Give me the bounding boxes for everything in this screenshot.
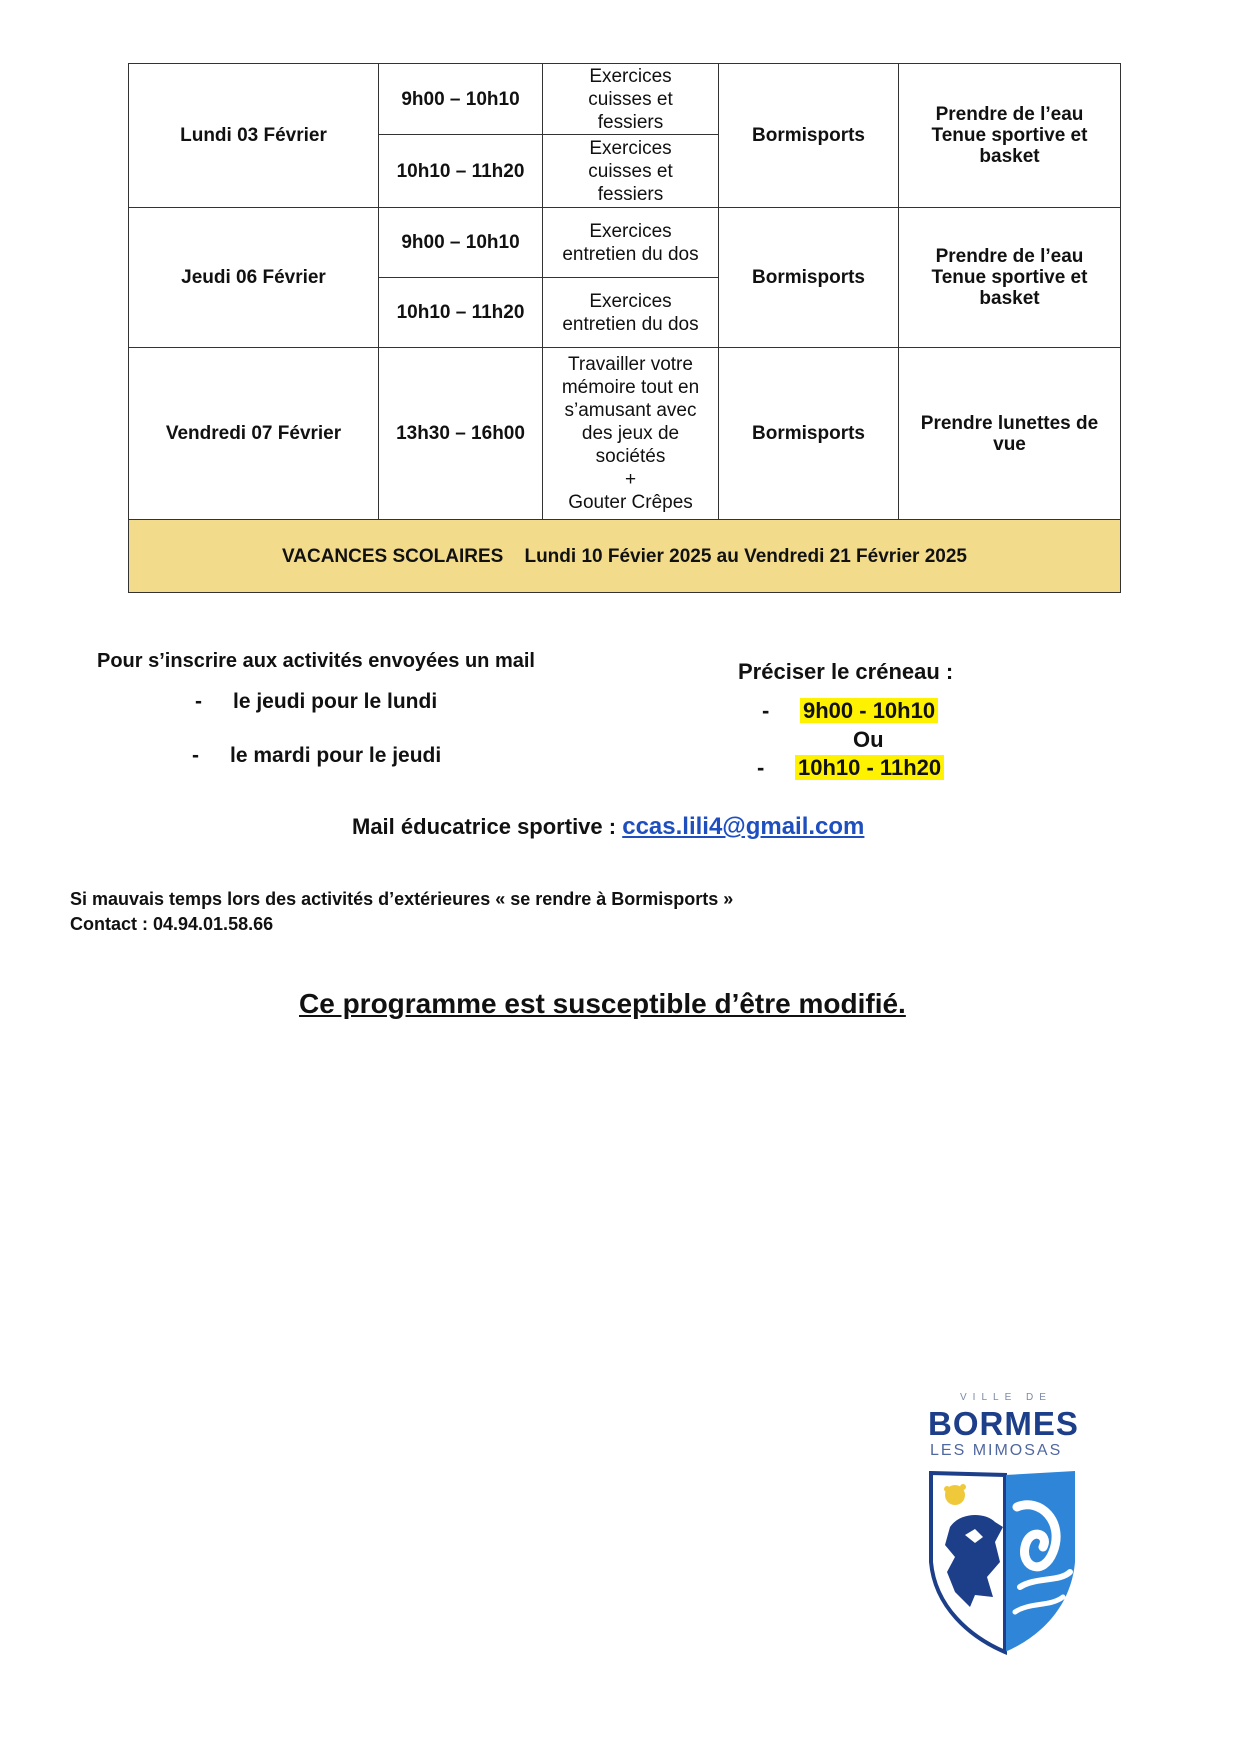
activity-line: Exercices [589, 137, 672, 159]
logo-main-text: BORMES [928, 1405, 1079, 1442]
vacation-cell [129, 520, 1121, 593]
place-cell: Bormisports [719, 64, 899, 208]
activity-line: s’amusant avec [564, 400, 697, 421]
note-line: Prendre lunettes de [920, 412, 1099, 434]
vacation-dates: Lundi 10 Févier 2025 au Vendredi 21 Février 2025 [524, 545, 967, 567]
activity-cell [543, 64, 719, 135]
activity-line: fessiers [597, 183, 664, 205]
activity-line: entretien du dos [562, 243, 699, 265]
weather-note: Si mauvais temps lors des activités d’extérieures « se rendre à Bormisports » [70, 889, 734, 909]
activity-line: entretien du dos [562, 313, 699, 335]
place-cell: Bormisports [719, 208, 899, 348]
town-logo [925, 1392, 1095, 1662]
bullet-dash: - [762, 698, 770, 723]
registration-title: Pour s’inscrire aux activités envoyées un mail [97, 650, 535, 672]
activity-cell [543, 135, 719, 208]
slot-option-text: 10h10 - 11h20 [795, 755, 944, 780]
bullet-dash: - [195, 690, 202, 713]
activity-line: cuisses et [588, 160, 673, 182]
activity-line: Gouter Crêpes [568, 492, 693, 513]
activity-line: Exercices [589, 65, 672, 87]
activity-line: + [624, 469, 637, 490]
crest-icon [925, 1467, 1085, 1657]
logo-sub-text: LES MIMOSAS [930, 1442, 1063, 1459]
slot-choice-title: Préciser le créneau : [738, 659, 954, 684]
table-row [129, 64, 1121, 135]
time-cell: 9h00 – 10h10 [379, 208, 543, 278]
contact-phone: Contact : 04.94.01.58.66 [70, 914, 274, 934]
time-cell: 10h10 – 11h20 [379, 135, 543, 208]
note-cell [899, 64, 1121, 208]
logo-small-text: VILLE DE [960, 1392, 1052, 1403]
table-row [129, 348, 1121, 520]
note-line: Prendre de l’eau [935, 104, 1084, 125]
email-link[interactable]: ccas.lili4@gmail.com [622, 813, 865, 840]
activity-line: Exercices [589, 290, 672, 312]
day-cell: Jeudi 06 Février [129, 208, 379, 348]
note-line: basket [979, 288, 1040, 309]
note-line: vue [993, 433, 1026, 455]
activity-line: Travailler votre [568, 354, 693, 375]
schedule-table [128, 63, 1121, 593]
time-cell: 9h00 – 10h10 [379, 64, 543, 135]
registration-item [192, 744, 441, 768]
note-cell [899, 208, 1121, 348]
activity-line: Exercices [589, 220, 672, 242]
activity-line: des jeux de [581, 423, 680, 444]
activity-cell [543, 348, 719, 520]
slot-option-text: 9h00 - 10h10 [800, 698, 938, 723]
slot-option [757, 755, 944, 781]
note-line: Prendre de l’eau [935, 246, 1084, 267]
time-cell: 13h30 – 16h00 [379, 348, 543, 520]
table-row [129, 208, 1121, 278]
mail-label: Mail éducatrice sportive : [352, 814, 617, 839]
day-cell: Lundi 03 Février [129, 64, 379, 208]
place-cell: Bormisports [719, 348, 899, 520]
registration-item-text: le mardi pour le jeudi [230, 744, 442, 767]
activity-cell [543, 208, 719, 278]
slot-or-text: Ou [853, 727, 884, 752]
activity-line: cuisses et [588, 88, 673, 110]
bullet-dash: - [192, 744, 199, 767]
time-cell: 10h10 – 11h20 [379, 278, 543, 348]
activity-line: fessiers [597, 111, 664, 133]
note-line: basket [979, 146, 1040, 167]
slot-option [762, 698, 938, 724]
note-line: Tenue sportive et [931, 125, 1088, 146]
vacation-label: VACANCES SCOLAIRES [282, 545, 504, 567]
mail-line [352, 813, 864, 841]
note-cell [899, 348, 1121, 520]
disclaimer: Ce programme est susceptible d’être modifié. [299, 988, 906, 1019]
activity-line: mémoire tout en [561, 377, 700, 398]
bullet-dash: - [757, 755, 765, 780]
vacation-row [129, 520, 1121, 593]
activity-line: sociétés [595, 446, 666, 467]
registration-item-text: le jeudi pour le lundi [233, 690, 438, 713]
note-line: Tenue sportive et [931, 267, 1088, 288]
day-cell: Vendredi 07 Février [129, 348, 379, 520]
activity-cell [543, 278, 719, 348]
registration-item [195, 690, 437, 714]
